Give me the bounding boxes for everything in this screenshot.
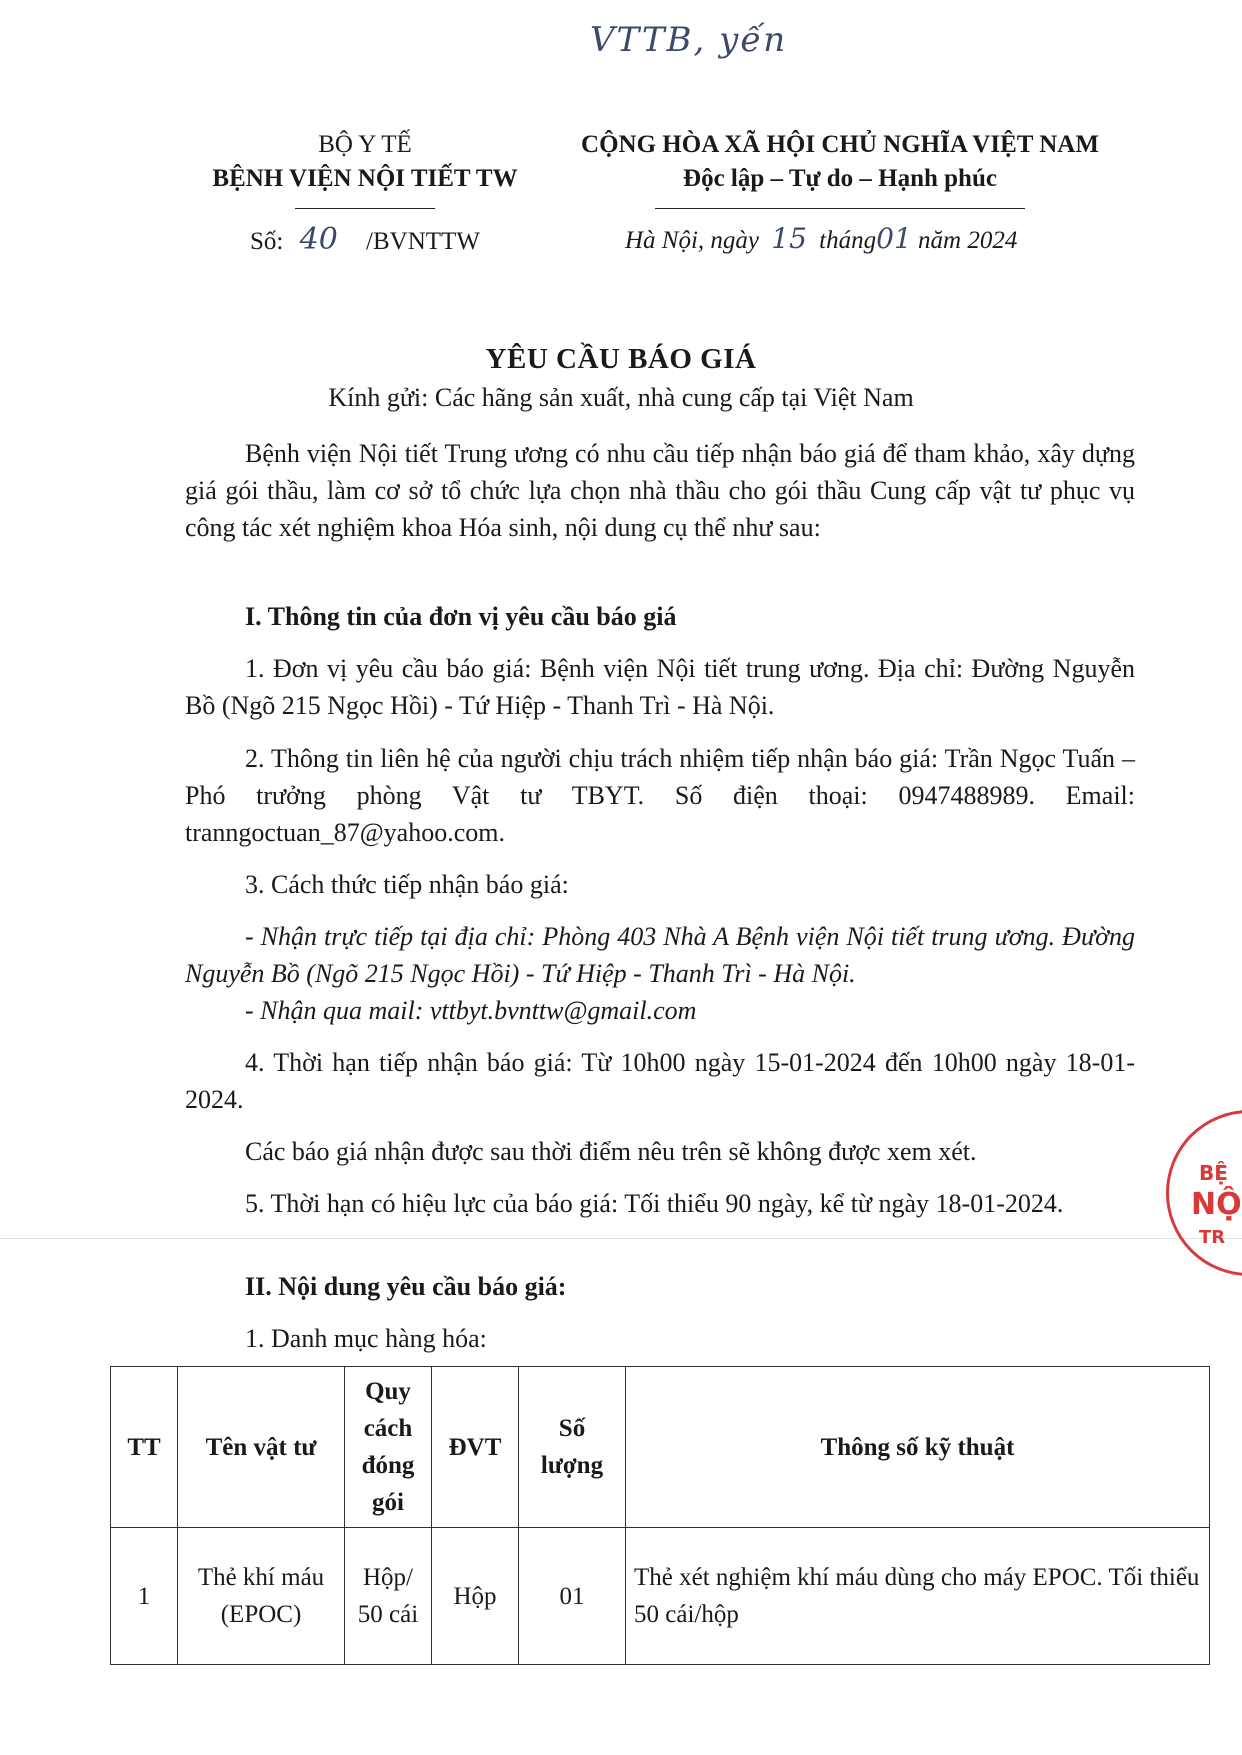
cell-packing: Hộp/ 50 cái [345,1528,432,1665]
date-day: 15 [771,222,807,255]
number-label: Số: [250,228,284,255]
document-date [625,222,1017,255]
handwritten-note: VTTB, yến [590,20,788,60]
intro-paragraph: Bệnh viện Nội tiết Trung ương có nhu cầu tiếp nhận báo giá để tham khảo, xây dựng giá gói thầu, làm cơ sở tổ chức lựa chọn nhà thầu cho gói thầu Cung cấp vật tư phục vụ công tác xét nghiệm khoa Hóa sinh, nội dung cụ thể như sau: [185,439,1135,542]
cell-name: Thẻ khí máu (EPOC) [178,1528,345,1665]
cell-tt: 1 [111,1528,178,1665]
section1-item4: 4. Thời hạn tiếp nhận báo giá: Từ 10h00 ngày 15-01-2024 đến 10h00 ngày 18-01-2024. [185,1048,1135,1114]
col-quantity: Số lượng [519,1367,626,1528]
hospital-stamp [1166,1110,1242,1276]
date-month-label: tháng [819,227,877,254]
section1-heading: I. Thông tin của đơn vị yêu cầu báo giá [245,602,677,631]
ministry-name: BỘ Y TẾ [318,131,412,158]
col-tt: TT [111,1367,178,1528]
cell-quantity: 01 [519,1528,626,1665]
section1-item4-note: Các báo giá nhận được sau thời điểm nêu trên sẽ không được xem xét. [245,1137,977,1166]
recipient-line: Kính gửi: Các hãng sản xuất, nhà cung cấp tại Việt Nam [328,383,914,412]
section1-item3b: - Nhận qua mail: vttbyt.bvnttw@gmail.com [245,996,697,1025]
table-row [111,1528,1210,1665]
col-name: Tên vật tư [178,1367,345,1528]
issuer-underline [295,208,435,209]
document-number [250,222,480,257]
scan-artifact-line [0,1238,1242,1239]
section2-item1: 1. Danh mục hàng hóa: [245,1324,487,1353]
col-spec: Thông số kỹ thuật [626,1367,1210,1528]
motto-underline [655,208,1025,209]
table-header-row [111,1367,1210,1528]
stamp-line3: TR [1199,1227,1226,1248]
country-name: CỘNG HÒA XÃ HỘI CHỦ NGHĨA VIỆT NAM [581,131,1099,158]
number-suffix: /BVNTTW [366,228,480,255]
date-year: năm 2024 [918,227,1018,254]
date-month: 01 [876,222,912,255]
national-block [540,128,1140,196]
section2-heading: II. Nội dung yêu cầu báo giá: [245,1272,567,1301]
col-unit: ĐVT [432,1367,519,1528]
goods-table [110,1366,1210,1665]
section1-item2: 2. Thông tin liên hệ của người chịu trách nhiệm tiếp nhận báo giá: Trần Ngọc Tuấn – Phó trưởng phòng Vật tư TBYT. Số điện thoại: 0947488989. Email: tranngoctuan_87@yahoo.com. [185,744,1135,847]
document-title: YÊU CẦU BÁO GIÁ [485,343,757,375]
stamp-line2: NỘ [1191,1187,1242,1222]
issuer-block [150,128,580,196]
hospital-name: BỆNH VIỆN NỘI TIẾT TW [212,165,518,192]
cell-spec: Thẻ xét nghiệm khí máu dùng cho máy EPOC. Tối thiểu 50 cái/hộp [626,1528,1210,1665]
section1-item1: 1. Đơn vị yêu cầu báo giá: Bệnh viện Nội tiết trung ương. Địa chỉ: Đường Nguyễn Bồ (Ngõ 215 Ngọc Hồi) - Tứ Hiệp - Thanh Trì - Hà Nội. [185,654,1135,720]
col-packing: Quy cách đóng gói [345,1367,432,1528]
date-prefix: Hà Nội, ngày [625,227,760,254]
section1-item3: 3. Cách thức tiếp nhận báo giá: [245,870,569,899]
number-value: 40 [299,222,338,257]
stamp-line1: BỆ [1199,1161,1228,1185]
section1-item3a: - Nhận trực tiếp tại địa chỉ: Phòng 403 Nhà A Bệnh viện Nội tiết trung ương. Đường Nguyễn Bồ (Ngõ 215 Ngọc Hồi) - Tứ Hiệp - Thanh Trì - Hà Nội. [185,922,1135,988]
section1-item5: 5. Thời hạn có hiệu lực của báo giá: Tối thiểu 90 ngày, kể từ ngày 18-01-2024. [245,1189,1064,1218]
national-motto: Độc lập – Tự do – Hạnh phúc [683,165,997,192]
cell-unit: Hộp [432,1528,519,1665]
